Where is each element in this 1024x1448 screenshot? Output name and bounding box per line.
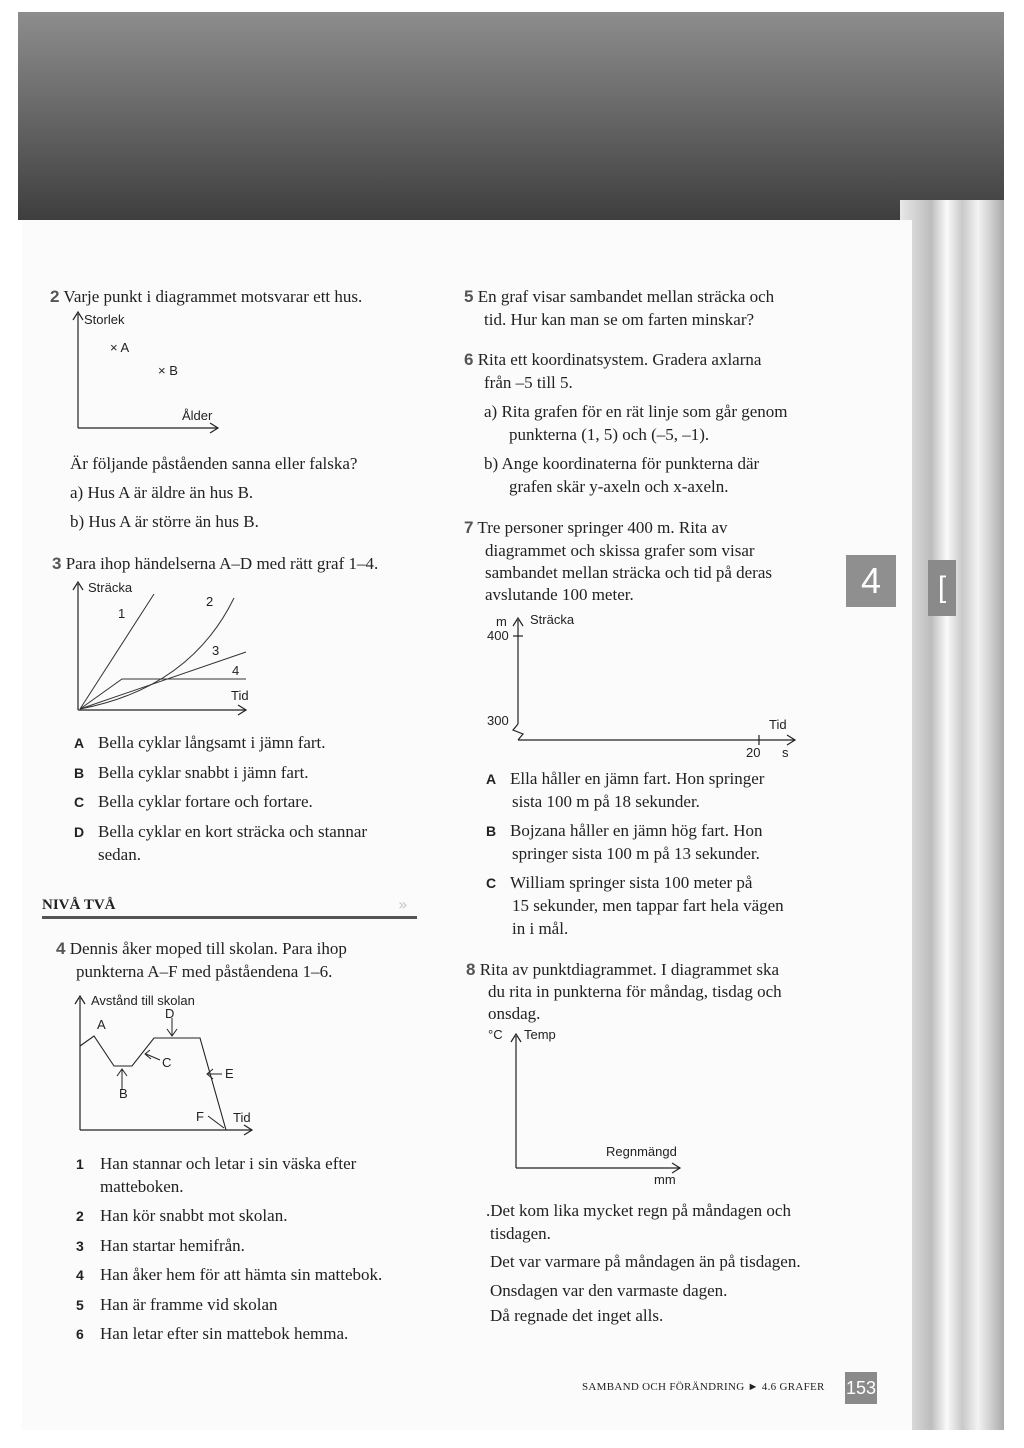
- q7-item-b-letter: B: [486, 823, 497, 839]
- q7-item-c-line3: in i mål.: [512, 919, 569, 938]
- q7-text: [464, 516, 728, 539]
- q4-item-4-text: Han åker hem för att hämta sin mattebok.: [100, 1265, 383, 1284]
- q3-label-2: 2: [206, 594, 214, 609]
- q4-point-f: F: [196, 1109, 204, 1124]
- q4-arrow-f: [208, 1116, 224, 1128]
- q3-ylabel: Sträcka: [88, 580, 133, 595]
- q3-label-4: 4: [232, 663, 240, 678]
- q2-point-a: × A: [110, 340, 130, 355]
- q6-text: [464, 348, 761, 371]
- q3-item-d-cont: sedan.: [98, 845, 141, 864]
- q3-line-4: [80, 679, 246, 709]
- q4-item-2: [76, 1204, 287, 1228]
- q7-prompt-line3: sambandet mellan sträcka och tid på deras: [485, 563, 772, 582]
- book-page-edges: [900, 200, 1004, 1430]
- q8-number: 8: [466, 960, 476, 979]
- q3-item-b-letter: B: [74, 765, 85, 781]
- q7-prompt-line1: Tre personer springer 400 m. Rita av: [477, 518, 728, 537]
- niva-heading: NIVÅ TVÅ: [42, 897, 116, 913]
- q4-item-5: [76, 1293, 278, 1317]
- page-number: 153: [845, 1372, 877, 1404]
- q4-point-a: A: [97, 1017, 106, 1032]
- q7-xtick: 20: [746, 745, 761, 760]
- q3-prompt: Para ihop händelserna A–D med rätt graf 1–4.: [65, 554, 379, 573]
- q4-item-1-num: 1: [76, 1156, 84, 1172]
- q5-prompt-line2: tid. Hur kan man se om farten minskar?: [484, 310, 755, 329]
- q8-prompt-line1: Rita av punktdiagrammet. I diagrammet ska: [479, 960, 780, 979]
- q3-item-a-text: Bella cyklar långsamt i jämn fart.: [98, 733, 326, 752]
- q3-xlabel: Tid: [231, 688, 249, 703]
- q2-question: Är följande påståenden sanna eller falska?: [70, 454, 358, 473]
- q7-item-c-line1: William springer sista 100 meter på: [510, 873, 753, 892]
- q7-item-c-letter: C: [486, 875, 497, 891]
- q4-prompt-line1: Dennis åker moped till skolan. Para ihop: [69, 939, 347, 958]
- q4-item-3-text: Han startar hemifrån.: [100, 1236, 245, 1255]
- q4-text: [56, 937, 347, 960]
- q4-item-1: [76, 1152, 356, 1176]
- niva-divider: [42, 916, 417, 919]
- q5-number: 5: [464, 287, 474, 306]
- q4-point-b: B: [119, 1086, 128, 1101]
- q4-item-5-num: 5: [76, 1297, 84, 1313]
- q7-item-c-line2: 15 sekunder, men tappar fart hela vägen: [512, 896, 784, 915]
- q7-prompt-line4: avslutande 100 meter.: [485, 585, 634, 604]
- q3-item-c-letter: C: [74, 794, 85, 810]
- page-footer: [582, 1381, 825, 1393]
- footer-topic: 4.6 GRAFER: [761, 1381, 825, 1393]
- q4-item-2-num: 2: [76, 1208, 84, 1224]
- q4-item-5-text: Han är framme vid skolan: [100, 1295, 278, 1314]
- q4-xlabel: Tid: [233, 1110, 251, 1125]
- q3-item-c: [74, 790, 313, 814]
- q4-item-1-cont: matteboken.: [100, 1177, 184, 1196]
- q7-item-a-letter: A: [486, 771, 497, 787]
- photo-background-top: [18, 12, 1004, 220]
- q8-statement-1: .Det kom lika mycket regn på måndagen och: [486, 1201, 791, 1220]
- q7-xunit: s: [782, 745, 789, 760]
- q8-statement-1-cont: tisdagen.: [490, 1224, 551, 1243]
- q3-item-d: [74, 820, 367, 844]
- q7-ybottom: 300: [487, 713, 509, 728]
- q4-item-3-num: 3: [76, 1238, 84, 1254]
- chapter-tab: 4: [846, 555, 896, 607]
- q4-item-6-text: Han letar efter sin mattebok hemma.: [100, 1324, 349, 1343]
- q4-number: 4: [56, 939, 66, 958]
- q3-item-d-text: Bella cyklar en kort sträcka och stannar: [98, 822, 368, 841]
- q8-prompt-line2: du rita in punkterna för måndag, tisdag och: [488, 982, 782, 1001]
- q4-item-3: [76, 1234, 245, 1258]
- q7-prompt-line2: diagrammet och skissa grafer som visar: [485, 541, 755, 560]
- q3-item-b-text: Bella cyklar snabbt i jämn fart.: [98, 763, 309, 782]
- q8-yunit: °C: [488, 1027, 503, 1042]
- q4-item-4: [76, 1263, 382, 1287]
- q3-label-3: 3: [212, 643, 220, 658]
- q4-item-4-num: 4: [76, 1267, 84, 1283]
- q7-item-b-line2: springer sista 100 m på 13 sekunder.: [512, 844, 760, 863]
- footer-arrow-icon: ►: [747, 1381, 759, 1393]
- q6-b-line2: grafen skär y-axeln och x-axeln.: [509, 477, 729, 496]
- q4-point-d: D: [165, 1006, 175, 1021]
- q3-item-d-letter: D: [74, 824, 85, 840]
- q3-item-c-text: Bella cyklar fortare och fortare.: [98, 792, 313, 811]
- q2-b: b) Hus A är större än hus B.: [70, 512, 259, 531]
- q3-number: 3: [52, 554, 62, 573]
- q3-line-1: [80, 594, 154, 709]
- q7-xlabel: Tid: [769, 717, 787, 732]
- q8-text: [466, 958, 779, 981]
- q7-item-a-line1: Ella håller en jämn fart. Hon springer: [510, 769, 765, 788]
- q7-axis-break: [513, 724, 523, 740]
- q5-prompt-line1: En graf visar sambandet mellan sträcka och: [477, 287, 775, 306]
- q4-point-e: E: [225, 1066, 234, 1081]
- q4-item-1-text: Han stannar och letar i sin väska efter: [100, 1154, 357, 1173]
- q8-prompt-line3: onsdag.: [488, 1004, 541, 1023]
- q8-xlabel: Regnmängd: [606, 1144, 677, 1159]
- q6-a-line1: a) Rita grafen för en rät linje som går genom: [484, 402, 788, 421]
- q7-item-a-line2: sista 100 m på 18 sekunder.: [512, 792, 700, 811]
- q7-yunit: m: [496, 614, 507, 629]
- q7-ytop: 400: [487, 628, 509, 643]
- q4-ylabel: Avstånd till skolan: [91, 993, 195, 1008]
- q8-statement-4: Då regnade det inget alls.: [490, 1306, 664, 1325]
- q3-item-b: [74, 761, 309, 785]
- q4-item-6-num: 6: [76, 1326, 84, 1342]
- q4-item-6: [76, 1322, 348, 1346]
- q7-ylabel: Sträcka: [530, 612, 575, 627]
- q7-distance-time-graph: [505, 614, 805, 744]
- q2-text: [50, 285, 362, 308]
- q3-item-a: [74, 731, 326, 755]
- q8-statement-2: Det var varmare på måndagen än på tisdagen.: [490, 1252, 801, 1271]
- q6-prompt-line2: från –5 till 5.: [484, 373, 573, 392]
- q3-line-3: [80, 652, 246, 709]
- q8-xunit: mm: [654, 1172, 676, 1187]
- q7-item-b: [486, 819, 763, 843]
- q6-number: 6: [464, 350, 474, 369]
- q2-a: a) Hus A är äldre än hus B.: [70, 483, 254, 502]
- q2-xlabel: Ålder: [182, 408, 213, 423]
- q8-ylabel: Temp: [524, 1027, 556, 1042]
- q4-item-2-text: Han kör snabbt mot skolan.: [100, 1206, 288, 1225]
- q3-item-a-letter: A: [74, 735, 85, 751]
- q3-label-1: 1: [118, 606, 126, 621]
- niva-arrows-icon: »: [398, 895, 408, 914]
- q2-ylabel: Storlek: [84, 312, 125, 327]
- q7-item-b-line1: Bojzana håller en jämn hög fart. Hon: [510, 821, 763, 840]
- q7-number: 7: [464, 518, 474, 537]
- q6-b-line1: b) Ange koordinaterna för punkterna där: [484, 454, 760, 473]
- q4-prompt-line2: punkterna A–F med påståendena 1–6.: [76, 962, 333, 981]
- q6-prompt-line1: Rita ett koordinatsystem. Gradera axlarna: [477, 350, 762, 369]
- q4-point-c: C: [162, 1055, 172, 1070]
- chapter-tab-edge: [: [928, 560, 956, 616]
- q2-prompt: Varje punkt i diagrammet motsvarar ett hus.: [63, 287, 363, 306]
- q8-statement-3: Onsdagen var den varmaste dagen.: [490, 1281, 728, 1300]
- q2-number: 2: [50, 287, 60, 306]
- footer-section: SAMBAND OCH FÖRÄNDRING: [582, 1381, 745, 1393]
- q5-text: [464, 285, 774, 308]
- q2-point-b: × B: [158, 363, 178, 378]
- q7-item-c: [486, 871, 752, 895]
- q3-text: [52, 552, 378, 575]
- q7-item-a: [486, 767, 764, 791]
- q4-trip-path: [80, 1036, 226, 1130]
- q6-a-line2: punkterna (1, 5) och (–5, –1).: [509, 425, 710, 444]
